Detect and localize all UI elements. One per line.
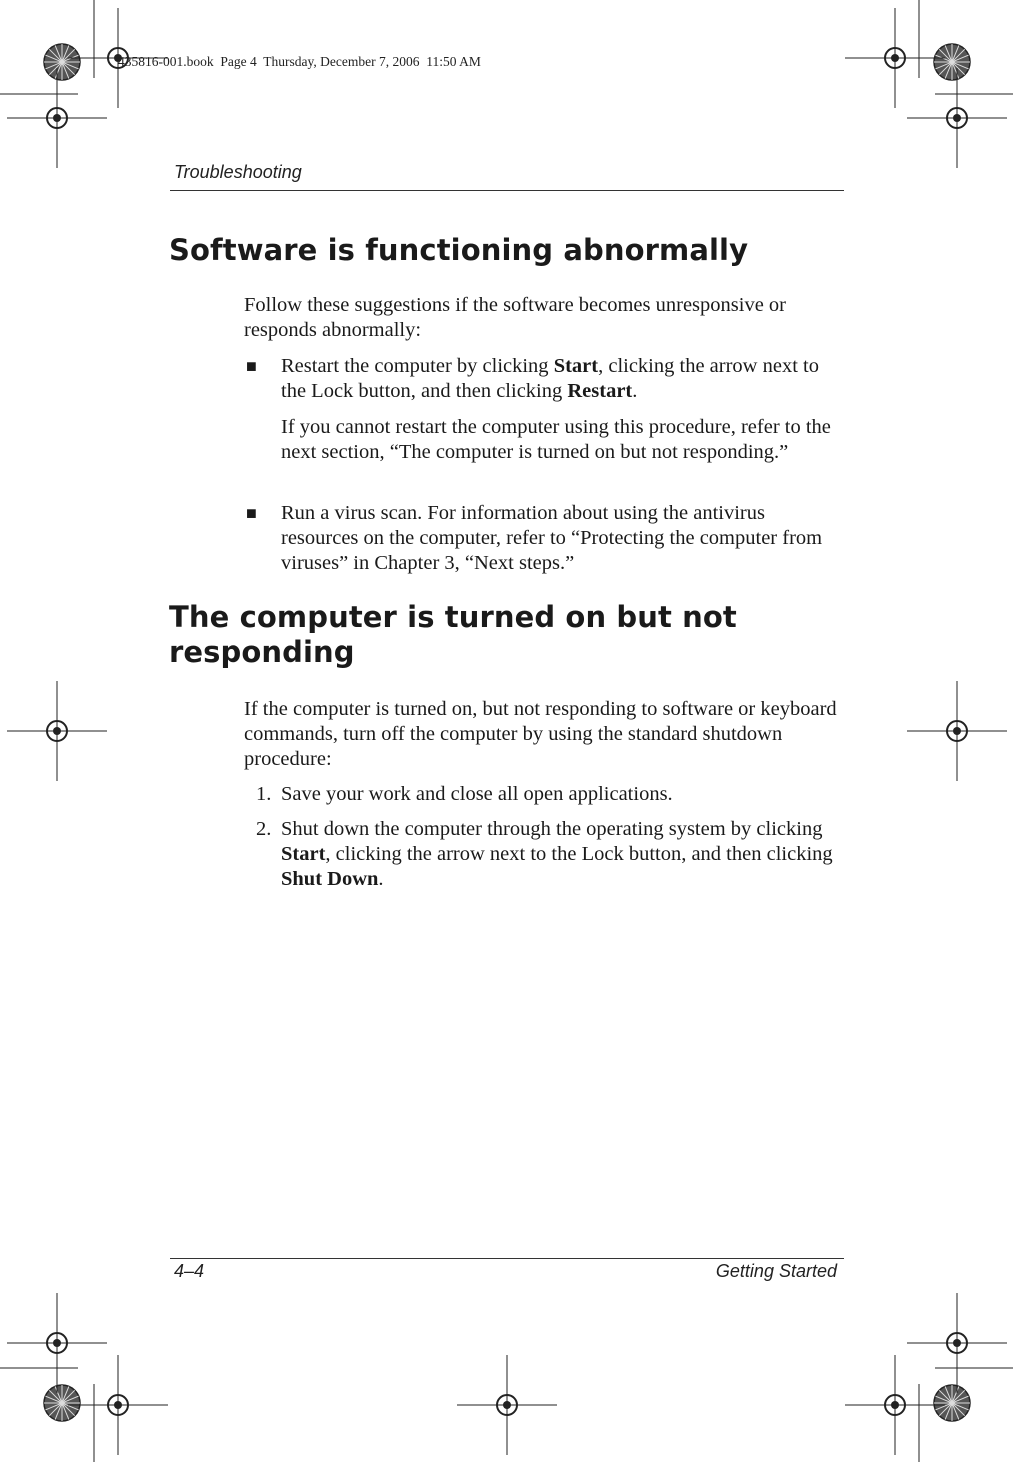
section-heading-not-responding: The computer is turned on but not responding: [169, 600, 737, 669]
step-number: 2.: [256, 818, 272, 840]
note-text: If you cannot restart the computer using this procedure, refer to the next section, “The computer is turned on but not responding.”: [281, 416, 831, 463]
step-text: Save your work and close all open applications.: [281, 783, 673, 805]
print-job-info: 435816-001.book Page 4 Thursday, December 7, 2006 11:50 AM: [118, 54, 481, 69]
step-number: 1.: [256, 783, 272, 805]
list-item-text: Restart the computer by clicking Start, clicking the arrow next to the Lock button, and then clicking Restart.: [281, 355, 819, 402]
page-number: 4–4: [174, 1261, 205, 1281]
section-intro-software: Follow these suggestions if the software becomes unresponsive or responds abnormally:: [244, 294, 787, 341]
header-rule: [170, 190, 844, 191]
footer-title: Getting Started: [715, 1261, 837, 1281]
running-head: Troubleshooting: [174, 162, 302, 182]
section-intro-not-responding: If the computer is turned on, but not responding to software or keyboard commands, turn off the computer by using the standard shutdown procedure:: [244, 698, 837, 770]
footer-rule: [170, 1258, 844, 1259]
section-heading-software: Software is functioning abnormally: [169, 233, 749, 267]
bullet-square-icon: ■: [246, 503, 257, 523]
step-text: Shut down the computer through the operating system by clicking Start, clicking the arrow next to the Lock button, and then clicking Shut Down.: [281, 818, 833, 890]
bullet-square-icon: ■: [246, 356, 257, 376]
list-item-text: Run a virus scan. For information about using the antivirus resources on the computer, refer to “Protecting the computer from viruses” in Chapter 3, “Next steps.”: [281, 502, 823, 574]
